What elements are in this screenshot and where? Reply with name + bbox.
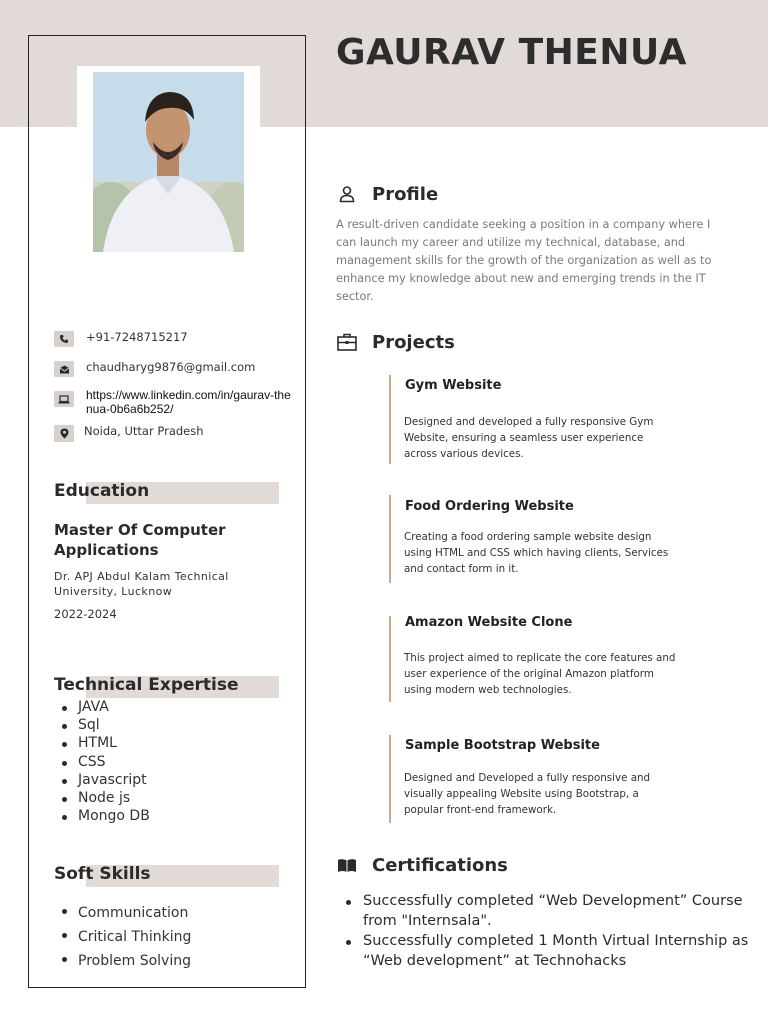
project-description: Designed and developed a fully responsive Gym Website, ensuring a seamless user experience across various devices. bbox=[404, 416, 654, 460]
project-divider-line bbox=[389, 375, 391, 464]
contact-email bbox=[54, 361, 255, 377]
list-item: Successfully completed 1 Month Virtual Internship as “Web development” at Technohacks bbox=[346, 932, 761, 971]
list-item: HTML bbox=[62, 734, 150, 752]
soft-skills-list bbox=[62, 901, 191, 973]
list-item: Successfully completed “Web Development” Course from "Internsala". bbox=[346, 892, 761, 931]
projects-heading bbox=[336, 331, 455, 353]
list-item: Critical Thinking bbox=[62, 925, 191, 949]
candidate-name: GAURAV THENUA bbox=[336, 32, 687, 73]
project-description: Creating a food ordering sample website design using HTML and CSS which having clients, Services and contact form in it. bbox=[404, 531, 669, 575]
education-school: Dr. APJ Abdul Kalam Technical University, Lucknow bbox=[54, 570, 229, 598]
project-description: This project aimed to replicate the core features and user experience of the original Amazon platform using modern web technologies. bbox=[404, 652, 676, 696]
education-years: 2022-2024 bbox=[54, 607, 117, 621]
certifications-title: Certifications bbox=[372, 854, 508, 876]
education-degree: Master Of Computer Applications bbox=[54, 521, 226, 559]
list-item: Problem Solving bbox=[62, 949, 191, 973]
project-divider-line bbox=[389, 735, 391, 823]
profile-summary: A result-driven candidate seeking a position in a company where I can launch my career and utilize my technical, database, and management skills for the growth of the organization as well as to enhance my knowledge about new and emerging trends in the IT sector. bbox=[336, 218, 712, 303]
phone-number: +91-7248715217 bbox=[86, 330, 188, 344]
contact-location bbox=[54, 425, 204, 442]
contact-linkedin bbox=[54, 389, 291, 417]
location-text: Noida, Uttar Pradesh bbox=[84, 424, 204, 438]
laptop-icon bbox=[54, 391, 74, 407]
technical-title: Technical Expertise bbox=[54, 675, 239, 695]
project-description: Designed and Developed a fully responsive and visually appealing Website using Bootstrap, a popular front-end framework. bbox=[404, 772, 651, 816]
list-item: JAVA bbox=[62, 698, 150, 716]
certifications-heading bbox=[336, 854, 508, 876]
linkedin-link[interactable]: https://www.linkedin.com/in/gaurav-thenua-0b6a6b252/ bbox=[86, 388, 291, 416]
list-item: CSS bbox=[62, 753, 150, 771]
list-item: Node js bbox=[62, 789, 150, 807]
technical-skills-list bbox=[62, 698, 150, 825]
mail-icon bbox=[54, 361, 74, 377]
email-address[interactable]: chaudharyg9876@gmail.com bbox=[86, 360, 256, 374]
project-title: Food Ordering Website bbox=[405, 499, 574, 514]
list-item: Mongo DB bbox=[62, 807, 150, 825]
phone-icon bbox=[54, 331, 74, 347]
list-item: Communication bbox=[62, 901, 191, 925]
book-icon bbox=[336, 854, 358, 876]
education-title: Education bbox=[54, 481, 150, 501]
project-divider-line bbox=[389, 616, 391, 702]
project-title: Sample Bootstrap Website bbox=[405, 738, 600, 753]
soft-skills-title: Soft Skills bbox=[54, 864, 151, 884]
location-pin-icon bbox=[54, 425, 74, 442]
certifications-list bbox=[346, 892, 761, 972]
list-item: Sql bbox=[62, 716, 150, 734]
profile-photo bbox=[93, 72, 244, 252]
user-icon bbox=[336, 183, 358, 205]
list-item: Javascript bbox=[62, 771, 150, 789]
project-title: Amazon Website Clone bbox=[405, 615, 573, 630]
project-divider-line bbox=[389, 495, 391, 583]
profile-heading bbox=[336, 183, 438, 205]
projects-title: Projects bbox=[372, 331, 455, 353]
contact-phone bbox=[54, 331, 188, 347]
project-title: Gym Website bbox=[405, 378, 502, 393]
briefcase-icon bbox=[336, 331, 358, 353]
profile-title: Profile bbox=[372, 183, 439, 205]
